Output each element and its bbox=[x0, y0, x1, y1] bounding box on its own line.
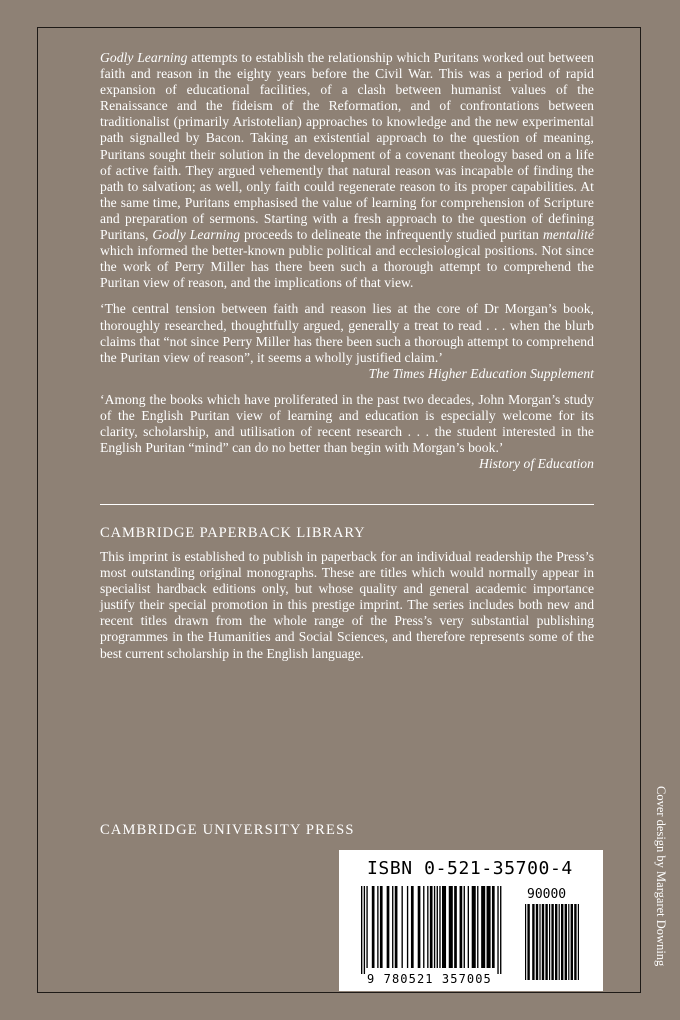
barcode-bar bbox=[468, 886, 469, 968]
publisher-name: CAMBRIDGE UNIVERSITY PRESS bbox=[100, 822, 355, 838]
addon-bar bbox=[542, 904, 544, 980]
cover-credit: Cover design by Margaret Downing bbox=[654, 786, 668, 967]
review-quote-1 bbox=[100, 301, 594, 381]
barcode-bar bbox=[423, 886, 424, 968]
addon-bar bbox=[527, 904, 529, 980]
book-title-inline: Godly Learning bbox=[152, 227, 241, 243]
addon-bar bbox=[549, 904, 550, 980]
review-quote-text: ‘The central tension between faith and reason lies at the core of Dr Morgan’s book, thoroughly researched, thoughtfully argued, generally a treat to read . . . when the blurb claims that “not since Perry Miller has there been such a thorough attempt to comprehend the Puritan view of reason”, it seems a wholly justified claim.’ bbox=[100, 301, 594, 365]
barcode-bar bbox=[437, 886, 438, 968]
barcode-bar bbox=[477, 886, 478, 968]
review-quote-text: ‘Among the books which have proliferated in the past two decades, John Morgan’s study of the English Puritan view of learning and education is especially welcome for its clarity, scholarship, and utilisation of recent research . . . the student interested in the English Puritan “mind” can do no better than begin with Morgan’s book.’ bbox=[100, 391, 594, 456]
barcode-bar bbox=[392, 886, 393, 968]
addon-bar bbox=[551, 904, 553, 980]
blurb bbox=[100, 50, 594, 472]
barcode-bar bbox=[387, 886, 390, 968]
addon-bar bbox=[545, 904, 547, 980]
addon-bar bbox=[525, 904, 526, 980]
review-quote-source: The Times Higher Education Supplement bbox=[368, 365, 594, 381]
ean-digits: 9 780521 357005 bbox=[367, 972, 492, 986]
barcode-bar bbox=[439, 886, 440, 968]
divider-rule bbox=[100, 504, 594, 505]
barcode-bar bbox=[497, 886, 498, 974]
barcode-bar bbox=[395, 886, 398, 968]
addon-bar bbox=[555, 904, 557, 980]
addon-bar bbox=[565, 904, 567, 980]
mentalite-term: mentalité bbox=[542, 227, 594, 243]
barcode-bar bbox=[366, 886, 367, 968]
addon-bar bbox=[559, 904, 560, 980]
addon-bar bbox=[568, 904, 569, 980]
isbn-label: ISBN 0-521-35700-4 bbox=[367, 858, 573, 879]
addon-bar bbox=[532, 904, 534, 980]
series-title: CAMBRIDGE PAPERBACK LIBRARY bbox=[100, 525, 366, 541]
review-quote-source: History of Education bbox=[478, 456, 594, 472]
blurb-text-c: which informed the better-known public political and ecclesiological positions. Not since the work of Perry Miller has there been such a thorough attempt to comprehend the Puritan view of reason, and the implications of that view. bbox=[100, 243, 594, 291]
barcode-bar bbox=[380, 886, 383, 968]
barcode-bar bbox=[487, 886, 491, 968]
barcode-panel bbox=[339, 850, 603, 991]
price-code: 90000 bbox=[527, 887, 567, 902]
barcode-bar bbox=[464, 886, 465, 968]
barcode-bar bbox=[411, 886, 414, 968]
barcode-bar bbox=[449, 886, 453, 968]
blurb-text-b: proceeds to delineate the infrequently studied puritan bbox=[240, 227, 543, 243]
barcode-bar bbox=[430, 886, 433, 968]
barcode-bar bbox=[500, 886, 501, 974]
addon-bar bbox=[539, 904, 540, 980]
barcode-bar bbox=[361, 886, 362, 974]
barcode-bar bbox=[407, 886, 408, 968]
barcode-bar bbox=[481, 886, 485, 968]
blurb-paragraph bbox=[100, 50, 594, 291]
barcode-bar bbox=[402, 886, 403, 968]
barcode-bar bbox=[364, 886, 365, 974]
addon-bar bbox=[561, 904, 563, 980]
review-quote-2 bbox=[100, 392, 594, 472]
barcode-bar bbox=[492, 886, 495, 968]
barcode-image bbox=[339, 850, 603, 991]
barcode-bar bbox=[460, 886, 463, 968]
book-title: Godly Learning bbox=[100, 50, 188, 65]
addon-bar bbox=[536, 904, 538, 980]
barcode-bar bbox=[372, 886, 375, 968]
barcode-bar bbox=[442, 886, 446, 968]
barcode-bar bbox=[427, 886, 428, 968]
addon-bar bbox=[578, 904, 579, 980]
barcode-bar bbox=[454, 886, 457, 968]
barcode-bar bbox=[418, 886, 421, 968]
addon-bar bbox=[571, 904, 573, 980]
barcode-bar bbox=[472, 886, 476, 968]
barcode-bar bbox=[434, 886, 435, 968]
barcode-bar bbox=[377, 886, 378, 968]
addon-bar bbox=[574, 904, 576, 980]
blurb-text-a: attempts to establish the relationship which Puritans worked out between faith and reason in the eighty years before the Civil War. This was a period of rapid expansion of educational facilities, of a clash between humanist values of the Renaissance and the fideism of the Reformation, and of confrontations between traditionalist (primarily Aristotelian) approaches to knowledge and the new experimental path signalled by Bacon. Taking an existential approach to the question of meaning, Puritans sought their solution in the development of a covenant theology based on a life of active faith. They argued vehemently that natural reason was incapable of finding the path to salvation; as well, only faith could regenerate reason to its proper capabilities. At the same time, Puritans emphasised the value of learning for comprehension of Scripture and preparation of sermons. Starting with a fresh approach to the question of defining Puritans, bbox=[100, 50, 594, 243]
series-description: This imprint is established to publish in paperback for an individual readership the Press’s most outstanding original monographs. These are titles which would normally appear in specialist hardback editions only, but whose quality and general academic importance justify their special promotion in this prestige imprint. The series includes both new and recent titles drawn from the whole range of the Press’s very substantial publishing programmes in the Humanities and Social Sciences, and therefore represents some of the best current scholarship in the English language. bbox=[100, 549, 594, 661]
